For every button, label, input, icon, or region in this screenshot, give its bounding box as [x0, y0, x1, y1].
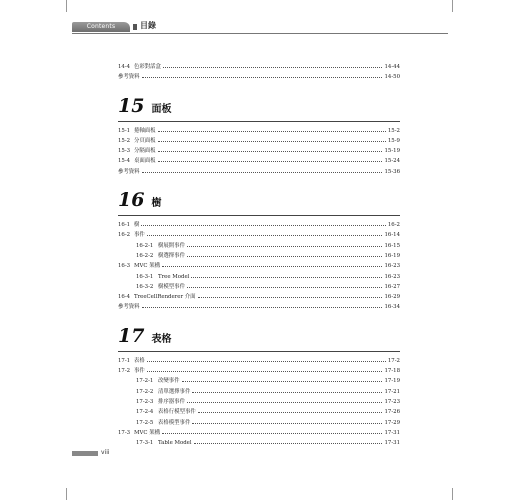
entry-number: 17-2-3 [136, 398, 154, 405]
entry-page: 17-21 [384, 388, 400, 395]
entry-number: 15-2 [118, 137, 131, 144]
entry-page: 16-15 [384, 242, 400, 249]
entry-number: 16-3-2 [136, 283, 154, 290]
toc-entry[interactable] [118, 156, 400, 166]
entry-page: 17-26 [384, 409, 400, 416]
entry-number: 17-1 [118, 357, 131, 364]
entry-title: 參考資料 [118, 168, 140, 175]
leader-dots [158, 131, 386, 132]
toc-entry[interactable] [118, 167, 400, 177]
entry-number: 17-2-2 [136, 388, 154, 395]
chapter-rule [118, 351, 400, 352]
footer-bar [72, 451, 98, 456]
entry-title: 表格模型事件 [158, 419, 191, 426]
entry-title: 樹模型事件 [158, 283, 185, 290]
leader-dots [192, 423, 382, 424]
contents-tab: Contents [72, 22, 130, 32]
leader-dots [147, 361, 386, 362]
leader-dots [182, 381, 383, 382]
entry-page: 17-31 [384, 440, 400, 447]
chapter-title: 面板 [151, 103, 172, 115]
entry-number: 16-4 [118, 294, 131, 301]
toc-entry[interactable] [118, 72, 400, 82]
toc-entry[interactable] [118, 376, 400, 386]
leader-dots [198, 412, 383, 413]
entry-page: 16-29 [384, 294, 400, 301]
leader-dots [198, 297, 383, 298]
entry-title: 排序器事件 [158, 398, 185, 405]
entry-page: 17-2 [387, 357, 400, 364]
leader-dots [162, 266, 382, 267]
entry-page: 17-23 [384, 398, 400, 405]
chapter-number: 15 [118, 94, 145, 117]
chapter-number: 17 [118, 324, 145, 347]
entry-title: 改變事件 [158, 378, 180, 385]
entry-page: 17-19 [384, 378, 400, 385]
entry-title: 桌面面板 [134, 158, 156, 165]
toc-entry[interactable] [118, 230, 400, 240]
header-marker [133, 24, 137, 30]
entry-title: 清單選擇事件 [158, 388, 191, 395]
entry-page: 16-34 [384, 304, 400, 311]
chapter-rule [118, 121, 400, 122]
toc-entry[interactable] [118, 241, 400, 251]
toc-entry[interactable] [118, 136, 400, 146]
entry-title: 捲軸面板 [134, 127, 156, 134]
toc-entry[interactable] [118, 146, 400, 156]
toc-entry[interactable] [118, 438, 400, 448]
leader-dots [187, 402, 382, 403]
entry-number: 16-3 [118, 263, 131, 270]
entry-title: 事件 [134, 232, 145, 239]
entry-title: 參考資料 [118, 304, 140, 311]
table-of-contents [118, 62, 400, 448]
toc-entry[interactable] [118, 428, 400, 438]
entry-title: MVC 架構 [134, 429, 161, 436]
entry-title: 樹 [134, 222, 140, 229]
entry-page: 16-23 [384, 263, 400, 270]
entry-title: Table Model [158, 440, 192, 447]
leader-dots [142, 172, 383, 173]
leader-dots [142, 77, 383, 78]
crop-mark-bottom-right [452, 488, 453, 500]
leader-dots [158, 151, 383, 152]
toc-entry[interactable] [118, 62, 400, 72]
leader-dots [187, 256, 382, 257]
chapter-heading[interactable] [118, 95, 400, 119]
leader-dots [158, 161, 383, 162]
entry-title: 樹展開事件 [158, 242, 185, 249]
leader-dots [162, 433, 382, 434]
toc-entry[interactable] [118, 407, 400, 417]
leader-dots [194, 443, 383, 444]
toc-entry[interactable] [118, 302, 400, 312]
toc-entry[interactable] [118, 272, 400, 282]
leader-dots [158, 141, 386, 142]
entry-page: 15-19 [384, 148, 400, 155]
entry-number: 17-2-5 [136, 419, 154, 426]
entry-page: 17-18 [384, 368, 400, 375]
entry-number: 15-4 [118, 158, 131, 165]
toc-entry[interactable] [118, 356, 400, 366]
chapter-heading[interactable] [118, 325, 400, 349]
toc-entry[interactable] [118, 261, 400, 271]
entry-title: 分隔面板 [134, 148, 156, 155]
chapter-title: 樹 [151, 198, 162, 210]
entry-title: TreeCellRenderer 介面 [134, 294, 196, 301]
entry-title: MVC 架構 [134, 263, 161, 270]
chapter-number: 16 [118, 189, 145, 212]
toc-entry[interactable] [118, 126, 400, 136]
entry-number: 14-4 [118, 64, 131, 70]
entry-number: 17-2-1 [136, 378, 154, 385]
entry-title: 參考資料 [118, 74, 140, 81]
entry-page: 17-29 [384, 419, 400, 426]
entry-page: 15-9 [387, 137, 400, 144]
entry-title: 色彩對話盒 [134, 64, 161, 70]
entry-page: 17-31 [384, 429, 400, 436]
entry-page: 15-36 [384, 168, 400, 175]
toc-entry[interactable] [118, 387, 400, 397]
entry-number: 17-2-4 [136, 409, 154, 416]
entry-number: 17-2 [118, 368, 131, 375]
chapter-title: 表格 [151, 333, 172, 345]
entry-title: Tree Model [158, 273, 190, 280]
leader-dots [141, 225, 385, 226]
toc-entry[interactable] [118, 282, 400, 292]
leader-dots [147, 371, 383, 372]
crop-mark-bottom-left [66, 488, 67, 500]
page-header [72, 20, 448, 36]
entry-title: 分頁面板 [134, 137, 156, 144]
page-number: viii [101, 449, 110, 456]
entry-page: 16-2 [387, 222, 400, 229]
entry-number: 16-2-2 [136, 252, 154, 259]
entry-page: 16-27 [384, 283, 400, 290]
crop-mark-top-left [66, 0, 67, 12]
toc-entry[interactable] [118, 220, 400, 230]
toc-entry[interactable] [118, 251, 400, 261]
entry-number: 15-1 [118, 127, 131, 134]
leader-dots [187, 287, 382, 288]
toc-entry[interactable] [118, 292, 400, 302]
entry-number: 17-3 [118, 429, 131, 436]
crop-mark-top-right [452, 0, 453, 12]
entry-page: 15-24 [384, 158, 400, 165]
entry-title: 表格 [134, 357, 145, 364]
leader-dots [192, 392, 382, 393]
entry-number: 16-3-1 [136, 273, 154, 280]
entry-title: 表格行模型事件 [158, 409, 196, 416]
entry-number: 16-2-1 [136, 242, 154, 249]
entry-title: 事件 [134, 368, 145, 375]
entry-page: 15-2 [387, 127, 400, 134]
entry-title: 樹選擇事件 [158, 252, 185, 259]
toc-entry[interactable] [118, 366, 400, 376]
toc-entry[interactable] [118, 397, 400, 407]
leader-dots [142, 307, 383, 308]
leader-dots [187, 246, 382, 247]
leader-dots [163, 67, 382, 68]
toc-entry[interactable] [118, 418, 400, 428]
entry-number: 16-2 [118, 232, 131, 239]
entry-number: 15-3 [118, 148, 131, 155]
entry-number: 16-1 [118, 222, 131, 229]
leader-dots [191, 277, 382, 278]
header-rule [72, 33, 448, 34]
leader-dots [147, 235, 383, 236]
entry-number: 17-3-1 [136, 440, 154, 447]
chapter-rule [118, 215, 400, 216]
entry-page: 14-44 [384, 64, 400, 70]
entry-page: 16-14 [384, 232, 400, 239]
header-title: 目錄 [140, 21, 156, 30]
entry-page: 16-23 [384, 273, 400, 280]
entry-page: 14-50 [384, 74, 400, 81]
chapter-heading[interactable] [118, 189, 400, 213]
entry-page: 16-19 [384, 252, 400, 259]
